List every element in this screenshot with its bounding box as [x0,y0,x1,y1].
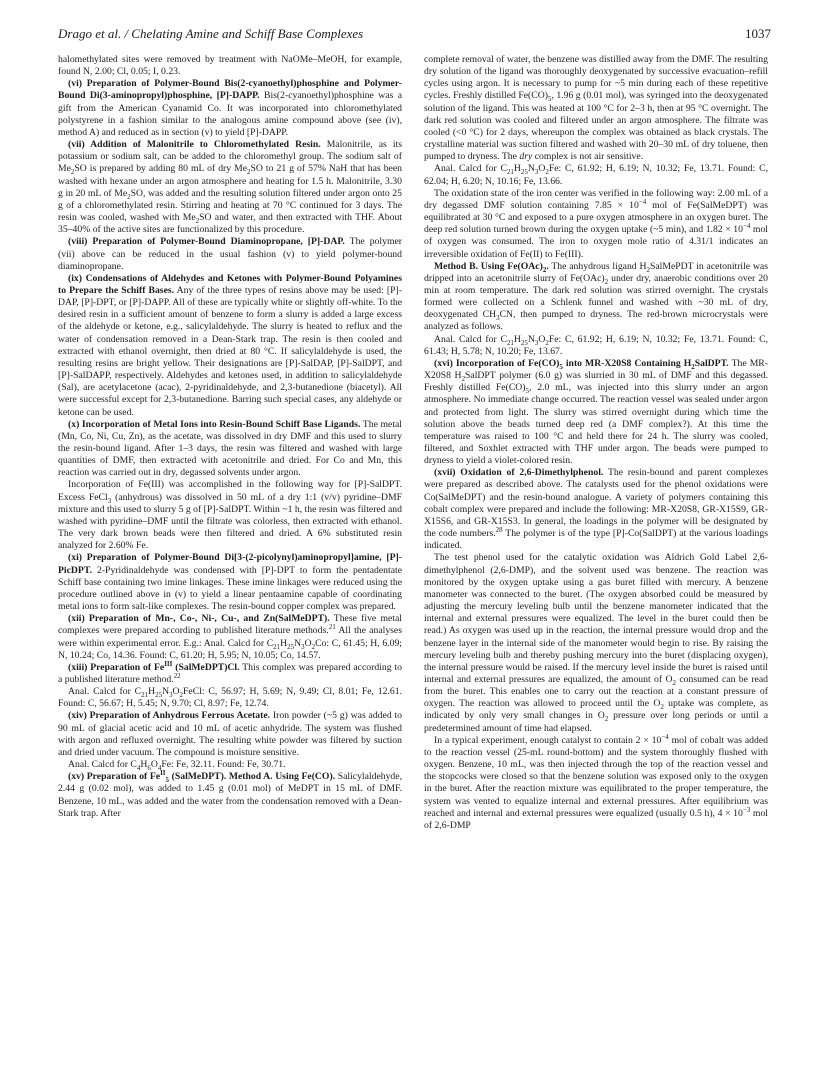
paragraph: (xi) Preparation of Polymer-Bound Di[3-(2-picolynyl)aminopropyl]amine, [P]-PicDPT. 2-Pyridinaldehyde was condensed with [P]-DPT to form the pentadentate Schiff base containing two imine linkages. These imine linkages were reduced using the procedure outlined above in (v) to yield a linear pentaamine capable of coordinating metal ions to form salt-like complexes. The resin-bound copper complex was prepared. [58,552,402,613]
section-heading: (xiv) Preparation of Anhydrous Ferrous Acetate. [68,710,271,722]
paragraph: halomethylated sites were removed by treatment with NaOMe–MeOH, for example, found N, 2.00; Cl, 0.05; I, 0.23. [58,54,402,78]
paragraph: In a typical experiment, enough catalyst to contain $2 \times 10^{-4}$ mol of cobalt was added to the reaction vessel (25-mL round-bottom) and the system thoroughly flushed with oxygen. Benzene, 10 mL, was then injected through the top of the reaction vessel and the stopcocks were closed so that the benzene solution was exposed only to the oxygen in the buret. After the reaction mixture was equilibrated to the proper temperature, the system was vented to equalize internal and external pressures. After equilibrium was reached and internal and external pressures were equalized (usually 0.5 h), $4 \times 10^{-3}$ mol of 2,6-DMP [424,732,768,831]
paragraph: (xiv) Preparation of Anhydrous Ferrous Acetate. Iron powder (~5 g) was added to 90 mL of glacial acetic acid and 10 mL of acetic anhydride. The system was flushed with argon and refluxed overnight. The resulting white powder was filtered by suction and dried under vacuum. The compound is moisture sensitive. [58,710,402,758]
paragraph: The test phenol used for the catalytic oxidation was Aldrich Gold Label 2,6-dimethylphenol (2,6-DMP), and the solvent used was benzene. The reaction was monitored by the oxygen uptake using a gas buret filled with mercury. A benzene manometer was connected to the buret. (The oxygen absorbed could be measured by adjusting the mercury leveling bulb until the benzene manometer indicated that the internal and external pressures were equalized. The level in the buret could then be read.) As oxygen was used up in the reaction, the internal pressure would drop and the benzene layer in the internal side of the manometer would begin to rise. By raising the mercury leveling bulb and thereby pushing mercury into the buret (displacing oxygen), the internal pressure would be raised. If the mercury level inside the buret is raised until internal and external pressures are equalized, the amount of $O_2$ consumed can be read from the buret. This enables one to carry out the reaction at a constant pressure of oxygen. The reaction was allowed to proceed until the $O_2$ uptake was complete, as indicated by only very small changes in $O_2$ pressure over long periods or until a predetermined amount of time had elapsed. [424,552,768,734]
paragraph: Anal. Calcd for $C_4H_6O_4Fe$: Fe, 32.11. Found: Fe, 30.71. [68,759,286,772]
paragraph: complete removal of water, the benzene was distilled away from the DMF. The resulting dry solution of the ligand was thoroughly deoxygenated by successive evacuation–refill cycles using argon. It is necessary to pump for ~5 min during each of these repetitive cycles. Freshly distilled $Fe(CO)_5$, 1.96 g (0.01 mol), was syringed into the deoxygenated solution of the ligand. This was heated at 100 °C for 2–3 h, then at 95 °C overnight. The dark red solution was cooled and filtered under an argon atmosphere. The filtrate was cooled (<0 °C) for 2 days, whereupon the complex was obtained as black crystals. The crystalline material was suction filtered and washed with 20–30 mL of dry toluene, then pumped to dryness. The dry complex is not air sensitive. [424,54,768,163]
section-heading: (viii) Preparation of Polymer-Bound Diaminopropane, [P]-DAP. [68,236,345,248]
left-column [58,54,402,1054]
section-heading: (xv) Preparation of $Fe^{II}_5$ (SalMeDPT). Method A. Using Fe(CO). [68,768,336,785]
page-number: 1037 [745,26,771,41]
section-heading: (vii) Addition of Malonitrile to Chloromethylated Resin. [68,139,321,151]
paragraph: (xv) Preparation of $Fe^{II}_5$ (SalMeDPT). Method A. Using Fe(CO). Salicylaldehyde, 2.44 g (0.02 mol), was added to 1.45 g (0.01 mol) of MeDPT in 15 mL of DMF. Benzene, 10 mL, was added and the water from the condensation removed with a Dean-Stark trap. After [58,768,402,819]
paragraph: Incorporation of Fe(III) was accomplished in the following way for [P]-SalDPT. Excess FeCl$_3$ (anhydrous) was dissolved in 50 mL of a dry 1:1 (v/v) pyridine–DMF mixture and this used to slurry 5 g of [P]-SalDPT. Within ~1 h, the resin was filtered and washed with pyridine–DMF until the filtrate was colorless, then extracted with ethanol. The very dark brown beads were then filtered and dried. A 6% substituted resin analyzed for 2.60% Fe. [58,479,402,552]
paragraph: (viii) Preparation of Polymer-Bound Diaminopropane, [P]-DAP. The polymer (vii) above can be reduced in the usual fashion (v) to yield polymer-bound diaminopropane. [58,236,402,272]
paragraph: (ix) Condensations of Aldehydes and Ketones with Polymer-Bound Polyamines to Prepare the Schiff Bases. Any of the three types of resins above may be used: [P]-DAP, [P]-DPT, or [P]-DAPP. All of these are typically white or slightly off-white. To the desired resin in a sufficient amount of benzene to form a slurry is added a large excess of the aldehyde or ketone, e.g., salicylaldehyde. The slurry is heated to reflux and the water of condensation removed in a Dean-Stark trap. The resin is then cooled and extracted with ethanol overnight, then dried at 80 °C. If salicylaldehyde is used, the resulting resins are bright yellow. Their designations are [P]-SalDAP, [P]-SalDPT, and [P]-SalDAPP, respectively. Aldehydes and ketones used, in addition to salicylaldehyde (Sal), are acetylacetone (acac), 2-pyridinaldehyde, and 2,3-butanedione (biacetyl). All were successful except for 2,3-butanedione. Barring such special cases, any aldehyde or ketone can be used. [58,272,402,418]
paragraph: (xvi) Incorporation of $Fe(CO)_5$ into MR-X20S8 Containing $H_2SalDPT$. The MR-X20S8 $H_2SalDPT$ polymer (6.0 g) was slurried in 30 mL of DMF and this degassed. Freshly distilled $Fe(CO)_5$, 2.0 mL, was injected into this slurry under an argon atmosphere. No immediate change occurred. The reaction vessel was sealed under argon and protected from light. The slurry was stirred overnight during which time the solution above the beads turned deep red (a DMF complex?). At this time the temperature was raised to 100 °C and held there for 24 h. The slurry was cooled, filtered, and Soxhlet extracted with THF under argon. The beads were pumped to dryness to yield a violet-colored resin. [424,357,768,467]
section-heading: (vi) Preparation of Polymer-Bound Bis(2-cyanoethyl)phosphine and Polymer-Bound Di(3-aminopropyl)phosphine, [P]-DAPP. [58,78,402,102]
section-heading: Method B. Using $Fe(OAc)_2$. [434,260,549,274]
paragraph: (xii) Preparation of Mn-, Co-, Ni-, Cu-, and Zn(SalMeDPT). These five metal complexes were prepared according to published literature methods.$^{21}$ All the analyses were within experimental error. E.g.: Anal. Calcd for $C_{21}H_{25}N_3O_2Co$: C, 61.45; H, 6.09; N, 10.24; Co, 14.36. Found: C, 61.20; H, 5.95; N, 10.05; Co, 14.57. [58,613,402,661]
paragraph: (xiii) Preparation of $Fe^{III}$ (SalMeDPT)Cl. This complex was prepared according to a published literature method.$^{22}$ [58,659,402,685]
section-heading: (xi) Preparation of Polymer-Bound Di[3-(2-picolynyl)aminopropyl]amine, [P]-PicDPT. [58,552,402,576]
section-heading: (xvii) Oxidation of 2,6-Dimethylphenol. [434,467,604,479]
paragraph: (xvii) Oxidation of 2,6-Dimethylphenol. The resin-bound and parent complexes were prepared as described above. The catalysts used for the phenol oxidations were Co(SalMeDPT) and the resin-bound analogue. A variety of polymers containing this cobalt complex were prepared and include the following: MR-X20S8, GR-X15S9, GR-X15S6, and GR-X15S3. In general, the loadings in the polymer will be designated by the code numbers.$^{28}$ The polymer is of the type [P]-Co(SalDPT) at the various loadings indicated. [424,467,768,552]
paragraph: (vi) Preparation of Polymer-Bound Bis(2-cyanoethyl)phosphine and Polymer-Bound Di(3-aminopropyl)phosphine, [P]-DAPP. Bis(2-cyanoethyl)phosphine was a gift from the American Cyanamid Co. It was incorporated into chloromethylated polystyrene in a fashion similar to the analogous amine compound above (see (iv), method A) and reduced as in section (v) to yield [P]-DAPP. [58,78,402,138]
paragraph: The oxidation state of the iron center was verified in the following way: 2.00 mL of a dry degassed DMF solution containing $7.85 \times 10^{-4}$ mol of Fe(SalMeDPT) was equilibrated at 30 °C and exposed to a pure oxygen atmosphere in an oxygen buret. The deep red solution turned brown during the oxygen uptake (~5 min), and $1.82 \times 10^{-4}$ mol of oxygen was consumed. The iron to oxygen mole ratio of 4.31/1 indicates an irreversible oxidation of Fe(II) to Fe(III). [424,187,768,260]
paragraph: Method B. Using $Fe(OAc)_2$. The anhydrous ligand $H_2SalMePDT$ in acetonitrile was dripped into an acetonitrile slurry of $Fe(OAc)_2$ under dry, anaerobic conditions over 20 min at room temperature. The dark red solution was stirred overnight. The crystals formed were collected on a Schlenk funnel and washed with ~30 mL of dry, deoxygenated $CH_3CN$, then pumped to dryness. The red-brown microcrystals were analyzed as follows. [424,260,768,333]
paragraph: (x) Incorporation of Metal Ions into Resin-Bound Schiff Base Ligands. The metal (Mn, Co, Ni, Cu, Zn), as the acetate, was dissolved in dry DMF and this used to slurry the resin-bound ligand. After 1–3 days, the resin was filtered and washed with large quantities of DMF, then extracted with acetonitrile and dried. For Co and Mn, this reaction was carried out in dry, degassed solvents under argon. [58,418,402,479]
section-heading: (x) Incorporation of Metal Ions into Resin-Bound Schiff Base Ligands. [68,418,361,430]
paragraph: Anal. Calcd for $C_{21}H_{25}N_3O_2FeCl$: C, 56.97; H, 5.69; N, 9.49; Cl, 8.01; Fe, 12.61. Found: C, 56.67; H, 5.45; N, 9.70; Cl, 8.97; Fe, 12.74. [58,686,402,710]
running-title: Drago et al. / Chelating Amine and Schiff Base Complexes [58,26,364,41]
section-heading: (xii) Preparation of Mn-, Co-, Ni-, Cu-, and Zn(SalMeDPT). [68,613,330,625]
paragraph: Anal. Calcd for $C_{21}H_{25}N_3O_2Fe$: C, 61.92; H, 6.19; N, 10.32; Fe, 13.71. Found: C, 62.04; H, 6.20; N, 10.16; Fe, 13.66. [424,163,768,187]
section-heading: (xvi) Incorporation of $Fe(CO)_5$ into MR-X20S8 Containing $H_2SalDPT$. [434,357,729,371]
section-heading: (ix) Condensations of Aldehydes and Ketones with Polymer-Bound Polyamines to Prepare the Schiff Bases. [58,272,402,296]
paragraph: Anal. Calcd for $C_{21}H_{25}N_3O_2Fe$: C, 61.92; H, 6.19; N, 10.32; Fe, 13.71. Found: C, 61.43; H, 5.78; N, 10.20; Fe, 13.67. [424,333,768,357]
section-heading: (xiii) Preparation of $Fe^{III}$ (SalMeDPT)Cl. [68,659,240,673]
page-header [58,26,771,46]
right-column [424,54,768,1054]
paragraph: (vii) Addition of Malonitrile to Chloromethylated Resin. Malonitrile, as its potassium or sodium salt, can be added to the chloromethyl group. The sodium salt of $Me_2SO$ is prepared by adding 80 mL of dry $Me_2SO$ to 21 g of 57% NaH that has been washed with hexane under an argon atmosphere and heating for 1.5 h. Malonitrile, 3.30 g in 20 mL of $Me_2SO$, was added and the resulting solution filtered under argon onto 25 g of a chloromethylated resin. Stirring and heating at 70 °C continued for 3 days. The resin was cooled, washed with $Me_2SO$ and water, and then extracted with THF. About 35–40% of the active sites are functionalized by this procedure. [58,139,402,236]
